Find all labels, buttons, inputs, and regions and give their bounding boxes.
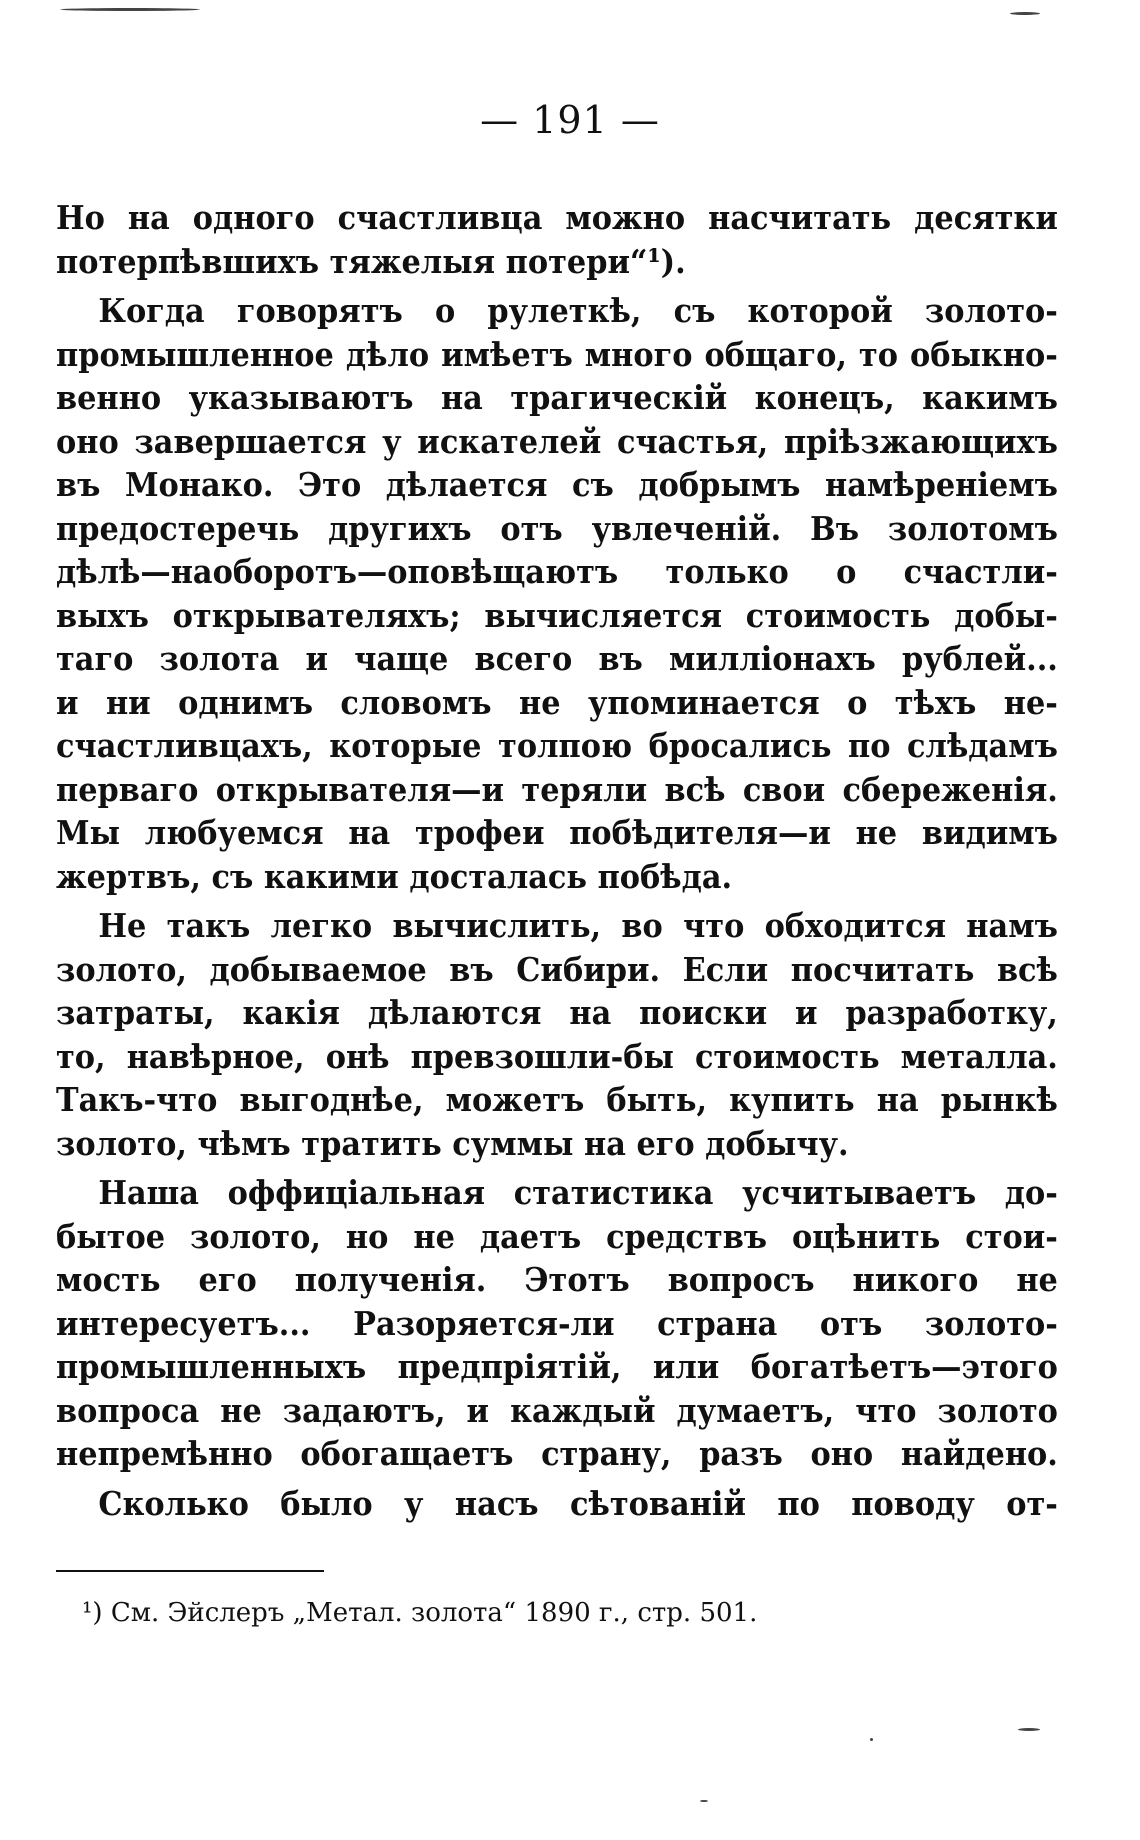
text-line: жертвъ, съ какими досталась побѣда. [56, 856, 733, 896]
footnote-marker: ¹) [82, 1598, 103, 1628]
text-line: непремѣнно обогащаетъ страну, разъ оно найдено. [56, 1434, 1058, 1473]
text-line: выхъ открывателяхъ; вычисляется стоимость добы- [56, 595, 1058, 635]
footnote-divider [56, 1570, 324, 1572]
text-line: предостеречь другихъ отъ увлеченій. Въ золотомъ [56, 508, 1058, 548]
footnote-text: См. Эйслеръ „Метал. золота“ 1890 г., стр. 501. [110, 1598, 758, 1628]
text-line: Не такъ легко вычислить, во что обходится намъ [98, 906, 1058, 945]
text-line: затраты, какія дѣлаются на поиски и разработку, [56, 993, 1058, 1032]
text-line: перваго открывателя—и теряли всѣ свои сбереженія. [56, 769, 1058, 809]
text-line: Но на одного счастливца можно насчитать десятки [56, 198, 1058, 237]
text-line: бытое золото, но не даетъ средствъ оцѣнить стои- [56, 1216, 1058, 1256]
scan-speck [870, 1738, 873, 1741]
text-line: интересуетъ... Разоряется-ли страна отъ золото- [56, 1303, 1058, 1343]
text-line: потерпѣвшихъ тяжелыя потери“¹). [56, 241, 686, 281]
text-line: Наша оффиціальная статистика усчитываетъ до- [98, 1173, 1058, 1212]
text-line: Такъ-что выгоднѣе, можетъ быть, купить на рынкѣ [56, 1080, 1058, 1119]
text-line: Когда говорятъ о рулеткѣ, съ которой золото- [98, 291, 1058, 330]
scan-speck [1010, 12, 1040, 15]
text-line: и ни однимъ словомъ не упоминается о тѣхъ не- [56, 682, 1058, 722]
text-line: венно указываютъ на трагическій конецъ, какимъ [56, 378, 1058, 417]
text-line: въ Монако. Это дѣлается съ добрымъ намѣреніемъ [56, 465, 1058, 504]
text-line: промышленныхъ предпріятій, или богатѣетъ—этого [56, 1347, 1058, 1386]
scan-speck [60, 8, 200, 11]
scan-speck [700, 1800, 708, 1802]
text-line: оно завершается у искателей счастья, пріѣзжающихъ [56, 421, 1058, 461]
text-line: Сколько было у насъ сѣтованій по поводу от- [98, 1483, 1058, 1523]
text-line: мость его полученія. Этотъ вопросъ никого не [56, 1260, 1058, 1299]
text-line: Мы любуемся на трофеи побѣдителя—и не видимъ [56, 813, 1058, 852]
footnote [82, 1596, 757, 1630]
text-line: то, навѣрное, онѣ превзошли-бы стоимость металла. [56, 1036, 1058, 1076]
text-line: промышленное дѣло имѣетъ много общаго, то обыкно- [56, 334, 1058, 374]
scan-speck [1018, 1728, 1040, 1731]
page-number: — 191 — [480, 98, 660, 142]
text-line: золото, чѣмъ тратить суммы на его добычу. [56, 1123, 849, 1163]
text-line: таго золота и чаще всего въ милліонахъ рублей... [56, 639, 1058, 678]
text-line: счастливцахъ, которые толпою бросались по слѣдамъ [56, 726, 1058, 765]
text-line: вопроса не задаютъ, и каждый думаетъ, что золото [56, 1390, 1058, 1430]
text-line: золото, добываемое въ Сибири. Если посчитать всѣ [56, 949, 1058, 989]
text-line: дѣлѣ—наоборотъ—оповѣщаютъ только о счастли- [56, 552, 1058, 591]
body-text [56, 196, 1058, 1525]
